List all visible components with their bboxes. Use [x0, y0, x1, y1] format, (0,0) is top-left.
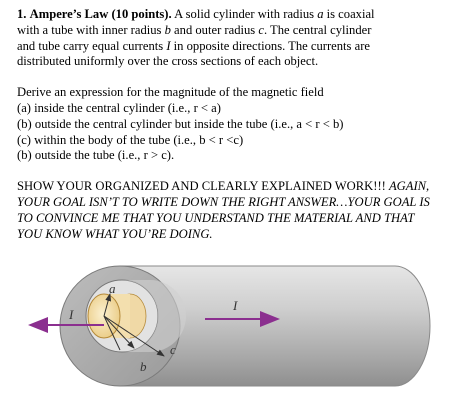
instructions-line-3 [17, 211, 467, 227]
instructions-text: SHOW YOUR ORGANIZED AND CLEARLY EXPLAINED WORK!!! [17, 179, 389, 194]
instructions-line-2 [17, 195, 467, 211]
statement-line-1 [17, 7, 467, 23]
problem-number: 1. [17, 7, 27, 21]
instructions-line-4 [17, 227, 467, 243]
coaxial-cable-figure [0, 246, 474, 411]
label-a: a [109, 281, 116, 296]
instructions-line-1 [17, 179, 467, 195]
task-list [17, 85, 467, 164]
task-intro: Derive an expression for the magnitude of the magnetic field [17, 85, 324, 100]
instructions-italic: AGAIN, [388, 179, 430, 194]
intro-text: is coaxial [323, 7, 375, 21]
instructions-italic: YOU KNOW WHAT YOU’RE DOING. [17, 226, 213, 241]
label-current-right: I [233, 298, 238, 313]
task-part-a: (a) inside the central cylinder (i.e., r < a) [17, 100, 221, 115]
var-I: I [166, 38, 171, 53]
task-part-d: (b) outside the tube (i.e., r > c). [17, 148, 175, 163]
instructions-italic: TO CONVINCE ME THAT YOU UNDERSTAND THE MATERIAL AND THAT [17, 210, 415, 225]
problem-title: Ampere’s Law (10 points). [29, 7, 172, 21]
problem-text [17, 7, 467, 242]
var-a: a [317, 7, 324, 21]
statement-line-3 [17, 39, 467, 55]
task-part-c: (c) within the body of the tube (i.e., b < r <c) [17, 132, 244, 147]
intro-text: in opposite directions. The currents are [170, 38, 370, 53]
intro-text: with a tube with inner radius [17, 22, 165, 37]
var-b: b [164, 22, 171, 37]
label-c: c [170, 342, 176, 357]
label-current-left: I [69, 307, 74, 322]
task-part-b: (b) outside the central cylinder but inside the tube (i.e., a < r < b) [17, 116, 344, 131]
coaxial-cable-diagram [0, 246, 474, 411]
instructions-italic: YOUR GOAL ISN’T TO WRITE DOWN THE RIGHT ANSWER…YOUR GOAL IS [17, 194, 430, 209]
statement-line-2 [17, 23, 467, 39]
var-c: c [258, 22, 264, 37]
instructions [17, 179, 467, 242]
intro-text: A solid cylinder with radius [174, 7, 318, 21]
label-b: b [140, 359, 147, 374]
intro-text: . The central cylinder [263, 22, 372, 37]
problem-statement [17, 7, 467, 70]
statement-line-4: distributed uniformly over the cross sections of each object. [17, 54, 319, 69]
intro-text: and tube carry equal currents [17, 38, 167, 53]
intro-text: and outer radius [170, 22, 259, 37]
